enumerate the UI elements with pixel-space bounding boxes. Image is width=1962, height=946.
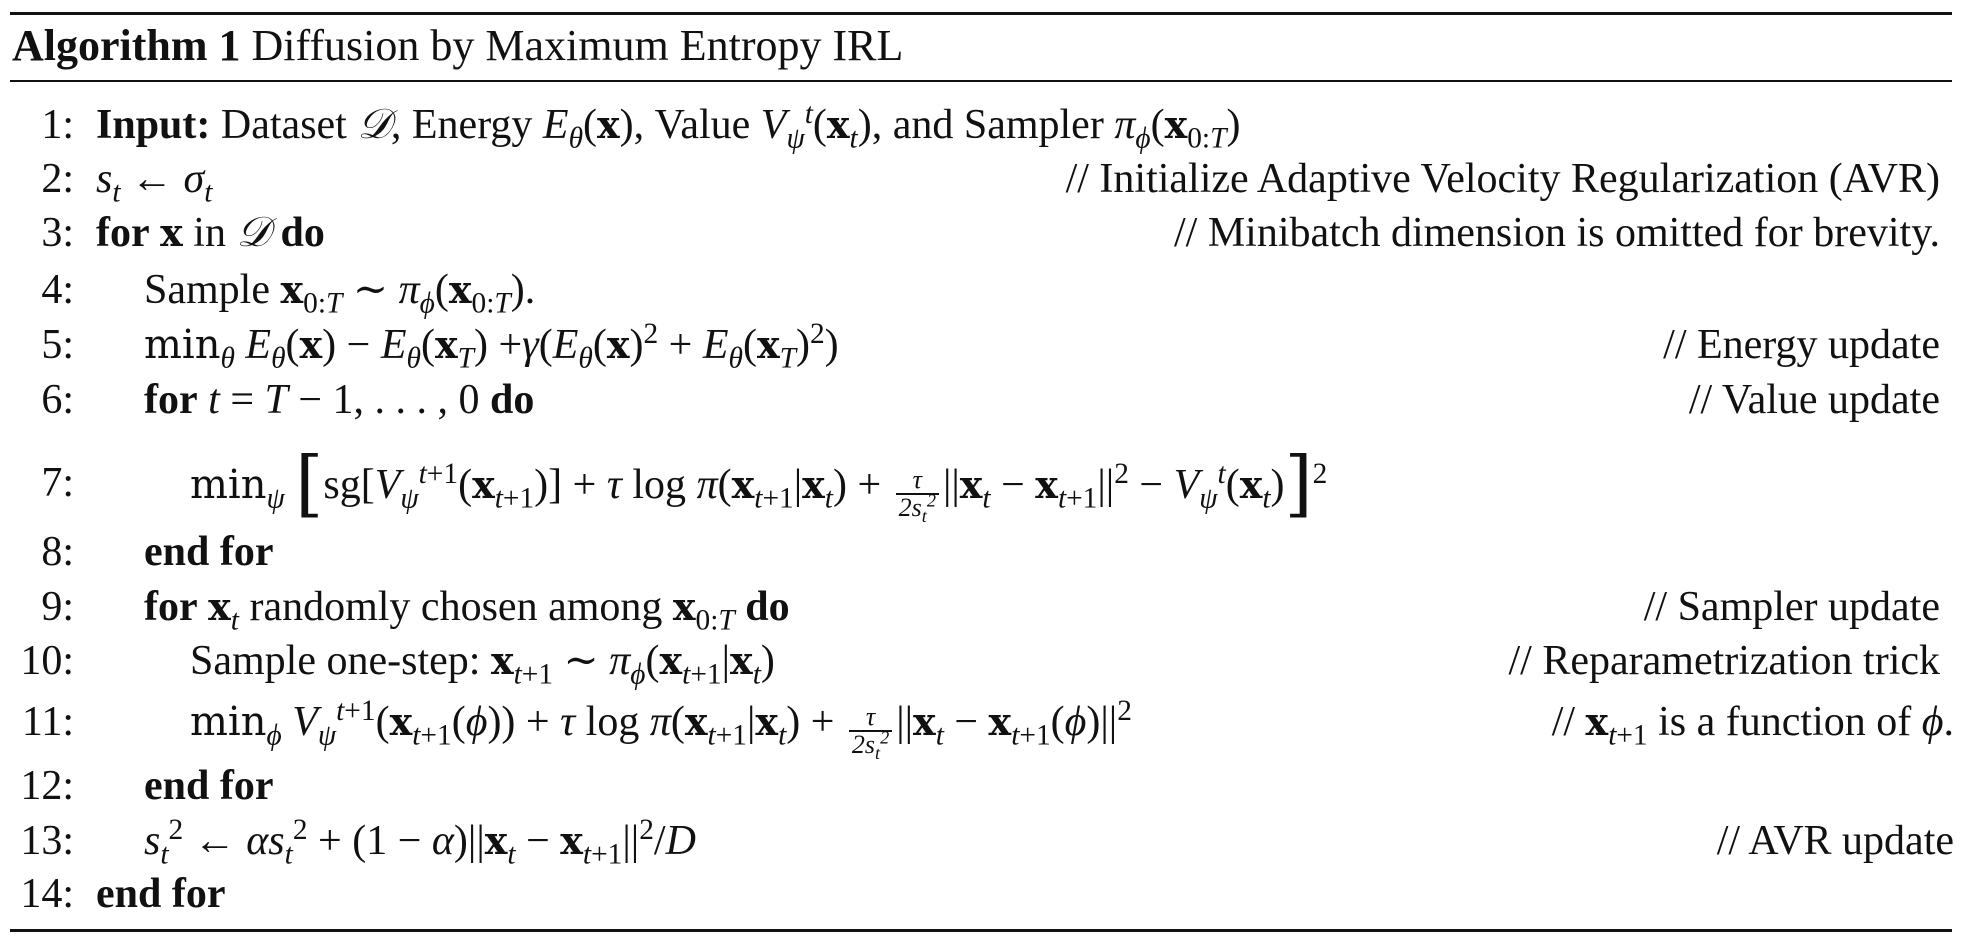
line-body: for $x_t$ randomly chosen among $x_{0:T}$ do — [144, 584, 790, 637]
algo-line-6 — [0, 373, 1962, 427]
line-body: end for — [96, 871, 226, 917]
algo-line-4 — [0, 263, 1962, 320]
line-comment: // Energy update — [1663, 322, 1940, 368]
line-number: 5: — [41, 322, 74, 368]
algo-line-13 — [0, 814, 1962, 871]
line-body: $\min_\phi V_\psi^{t+1}(x_{t+1}(\phi)) + \tau$ $\log \pi(x_{t+1}|x_t)$ + $\frac{\tau}{2s_t^2}$ $||x_t - x_{t+1}(\phi)||^2$ — [190, 695, 1132, 764]
algorithm-title: Diffusion by Maximum Entropy IRL — [251, 21, 904, 70]
line-body: $\min_\psi [sg[V_\psi^{t+1}(x_{t+1})] + \tau$ $\log \pi(x_{t+1}|x_t)$ + $\frac{\tau}{2s_t^2}$ $||x_t - x_{t+1}||^2 - V_\psi^t(x_t)]^2$ — [190, 441, 1328, 527]
caption-rule — [10, 80, 1952, 82]
line-number: 4: — [41, 267, 74, 313]
top-rule — [10, 12, 1952, 15]
line-number: 8: — [41, 529, 74, 575]
line-comment: // $x_{t+1}$ is a function of ϕ. — [1551, 699, 1954, 752]
line-number: 2: — [41, 156, 74, 202]
algo-line-12 — [0, 759, 1962, 813]
line-number: 1: — [41, 102, 74, 148]
line-number: 3: — [41, 210, 74, 256]
algo-line-1 — [0, 98, 1962, 155]
algo-line-2 — [0, 152, 1962, 209]
line-body: Sample $x_{0:T}$ ∼ $\pi_\phi(x_{0:T})$. — [144, 267, 536, 320]
line-body: for t = T − 1, . . . , 0 do — [144, 377, 535, 423]
line-comment: // AVR update — [1716, 818, 1954, 864]
line-comment: // Value update — [1688, 377, 1940, 423]
line-body: Sample one-step: $x_{t+1}$ ∼ $\pi_\phi(x_{t+1}|x_t)$ — [190, 638, 775, 691]
algo-line-8 — [0, 525, 1962, 579]
line-number: 7: — [41, 460, 74, 506]
line-number: 12: — [20, 763, 74, 809]
line-number: 9: — [41, 584, 74, 630]
line-body: for x in 𝒟 do — [96, 210, 325, 256]
line-number: 6: — [41, 377, 74, 423]
algo-line-9 — [0, 580, 1962, 637]
line-number: 10: — [20, 638, 74, 684]
algo-line-10 — [0, 634, 1962, 691]
algorithm-label: Algorithm 1 — [12, 21, 241, 70]
line-comment: // Reparametrization trick — [1508, 638, 1940, 684]
line-body: end for — [144, 529, 274, 575]
line-comment: // Sampler update — [1643, 584, 1940, 630]
line-body: end for — [144, 763, 274, 809]
line-number: 13: — [20, 818, 74, 864]
algorithm-caption — [12, 18, 903, 74]
algo-line-14 — [0, 867, 1962, 921]
line-body: $\min_\theta E_\theta(x) - E_\theta(x_T) +\gamma(E_\theta(x)^2 + E_\theta(x_T)^2)$ — [144, 318, 839, 375]
line-comment: // Initialize Adaptive Velocity Regularization (AVR) — [1065, 156, 1940, 202]
line-number: 14: — [20, 871, 74, 917]
line-body: $s_t$ ← $\sigma_t$ — [96, 156, 213, 209]
line-comment: // Minibatch dimension is omitted for brevity. — [1173, 210, 1940, 256]
line-body: Input: Dataset 𝒟, Energy $E_\theta(x)$, Value $V_\psi^t(x_t)$, and Sampler $\pi_\phi(x_{0:T})$ — [96, 98, 1241, 155]
line-number: 11: — [21, 699, 74, 745]
bottom-rule — [10, 929, 1952, 932]
line-body: $s_t^2$ ← $\alpha s_t^2 + (1 - \alpha)||x_t - x_{t+1}||^2/D$ — [144, 814, 696, 871]
algo-line-11 — [0, 695, 1962, 764]
algo-line-5 — [0, 318, 1962, 375]
algo-line-3 — [0, 206, 1962, 260]
algo-line-7 — [0, 441, 1962, 527]
